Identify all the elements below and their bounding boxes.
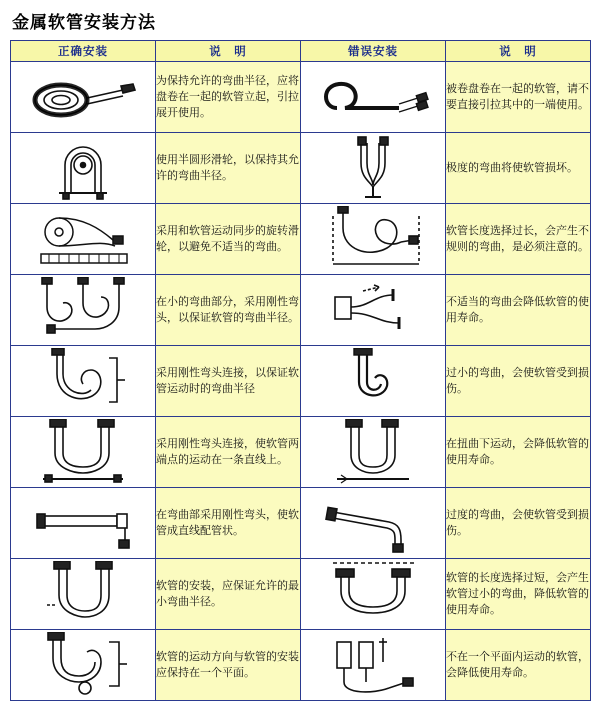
figure-cell-wrong	[301, 346, 446, 417]
figure-cell-wrong	[301, 62, 446, 133]
table-row	[11, 346, 591, 417]
figure-cell-correct	[11, 488, 156, 559]
rigid-elbow-small-bend-icon	[13, 277, 153, 343]
header-wrong-installation: 错误安装	[301, 41, 446, 62]
excess-length-loop-hose-icon	[303, 206, 443, 272]
description-wrong: 被卷盘卷在一起的软管，请不要直接引拉其中的一端使用。	[446, 62, 591, 133]
description-correct: 软管的运动方向与软管的安装应保持在一个平面。	[156, 630, 301, 701]
hose-installation-table	[10, 40, 591, 701]
twisted-u-hose-icon	[303, 419, 443, 485]
table-row	[11, 275, 591, 346]
description-wrong: 不在一个平面内运动的软管，会降低使用寿命。	[446, 630, 591, 701]
rigid-elbow-u-bend-icon	[13, 348, 153, 414]
table-row	[11, 417, 591, 488]
figure-cell-wrong	[301, 204, 446, 275]
description-wrong: 过小的弯曲，会使软管受到损伤。	[446, 346, 591, 417]
figure-cell-correct	[11, 630, 156, 701]
coiled-hose-reel-icon	[13, 64, 153, 130]
figure-cell-correct	[11, 275, 156, 346]
description-correct: 采用刚性弯头连接，使软管两端点的运动在一条直线上。	[156, 417, 301, 488]
figure-cell-wrong	[301, 559, 446, 630]
figure-cell-correct	[11, 133, 156, 204]
table-row	[11, 62, 591, 133]
table-header-row	[11, 41, 591, 62]
figure-cell-wrong	[301, 630, 446, 701]
description-correct: 在小的弯曲部分，采用刚性弯头，以保证软管的弯曲半径。	[156, 275, 301, 346]
over-bend-hose-icon	[303, 490, 443, 556]
description-correct: 采用刚性弯头连接，以保证软管运动时的弯曲半径	[156, 346, 301, 417]
description-wrong: 不适当的弯曲会降低软管的使用寿命。	[446, 275, 591, 346]
same-plane-motion-icon	[13, 632, 153, 698]
header-correct-installation: 正确安装	[11, 41, 156, 62]
description-wrong: 软管长度选择过长，会产生不规则的弯曲，是必须注意的。	[446, 204, 591, 275]
out-of-plane-motion-icon	[303, 632, 443, 698]
description-correct: 采用和软管运动同步的旋转滑轮，以避免不适当的弯曲。	[156, 204, 301, 275]
page-title: 金属软管安装方法	[12, 13, 156, 33]
improper-bend-hose-icon	[303, 277, 443, 343]
too-long-hose-small-bend-icon	[303, 561, 443, 627]
minimum-bend-radius-u-icon	[13, 561, 153, 627]
table-row	[11, 488, 591, 559]
description-wrong: 过度的弯曲，会使软管受到损伤。	[446, 488, 591, 559]
figure-cell-wrong	[301, 488, 446, 559]
description-correct: 软管的安装，应保证允许的最小弯曲半径。	[156, 559, 301, 630]
figure-cell-wrong	[301, 417, 446, 488]
figure-cell-correct	[11, 346, 156, 417]
semicircular-pulley-hose-icon	[13, 135, 153, 201]
rigid-elbow-straight-piping-icon	[13, 490, 153, 556]
figure-cell-wrong	[301, 133, 446, 204]
description-correct: 为保持允许的弯曲半径，应将盘卷在一起的软管立起，引拉展开使用。	[156, 62, 301, 133]
table-row	[11, 630, 591, 701]
description-correct: 使用半圆形滑轮，以保持其允许的弯曲半径。	[156, 133, 301, 204]
header-wrong-description: 说 明	[446, 41, 591, 62]
figure-cell-wrong	[301, 275, 446, 346]
table-row	[11, 204, 591, 275]
tangled-coiled-hose-icon	[303, 64, 443, 130]
chain-driven-rotating-pulley-icon	[13, 206, 153, 272]
sharp-bend-hose-icon	[303, 135, 443, 201]
header-correct-description: 说 明	[156, 41, 301, 62]
table-row	[11, 559, 591, 630]
description-wrong: 在扭曲下运动，会降低软管的使用寿命。	[446, 417, 591, 488]
figure-cell-correct	[11, 417, 156, 488]
figure-cell-correct	[11, 62, 156, 133]
rigid-elbow-straight-line-icon	[13, 419, 153, 485]
figure-cell-correct	[11, 559, 156, 630]
description-wrong: 极度的弯曲将使软管损坏。	[446, 133, 591, 204]
too-small-bend-hose-icon	[303, 348, 443, 414]
table-row	[11, 133, 591, 204]
description-correct: 在弯曲部采用刚性弯头，使软管成直线配管状。	[156, 488, 301, 559]
description-wrong: 软管的长度选择过短，会产生软管过小的弯曲，降低软管的使用寿命。	[446, 559, 591, 630]
figure-cell-correct	[11, 204, 156, 275]
